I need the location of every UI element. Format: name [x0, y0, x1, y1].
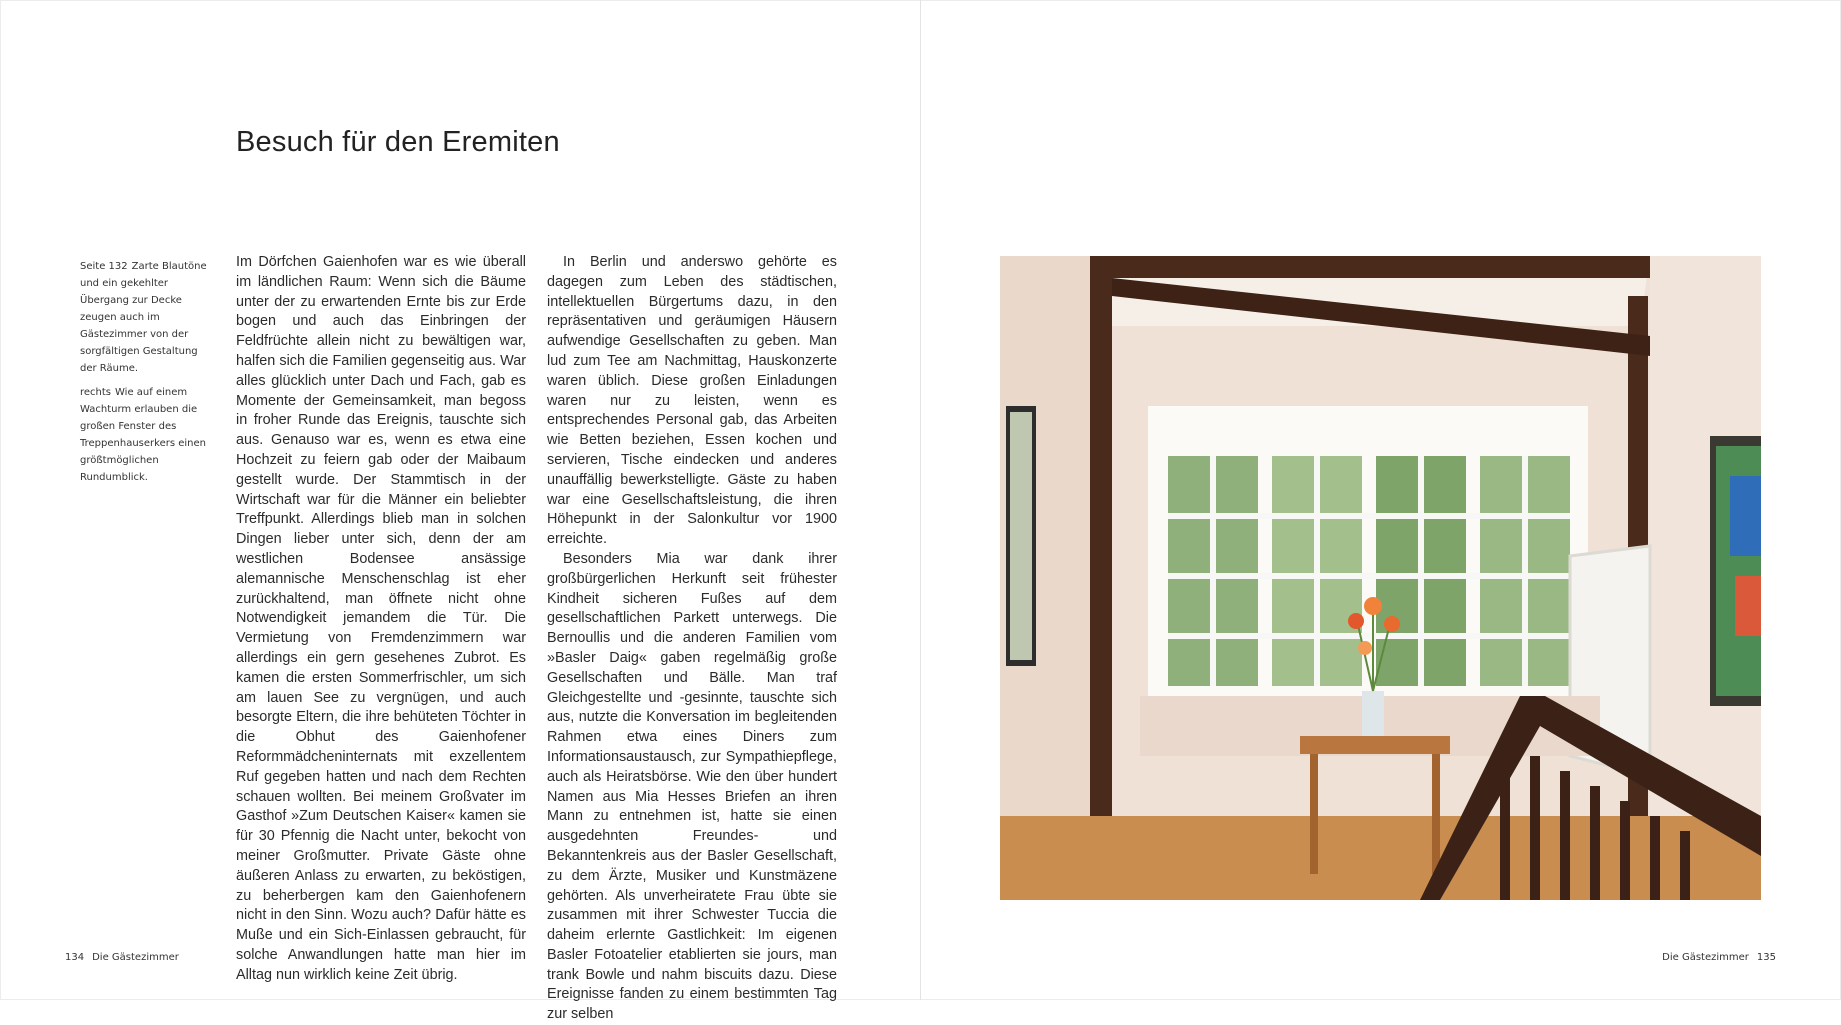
paragraph: In Berlin und anderswo gehörte es dagegen zum Leben des städtischen, intellektuellen Bürgertums dazu, in den repräsentativen und geräumigen Häusern aufwendige Gesellschaften zu geben. Man lud zum Tee am Nachmittag, Hauskonzerte waren üblich. Diese großen Einladungen waren nur zu leisten, wenn es entsprechendes Personal gab, das Arbeiten wie Betten beziehen, Essen kochen und servieren, Tische eindecken und anderes unauffällig bewerkstelligte. Gäste zu haben war eine Gesellschaftsleistung, die ihren Höhepunkt in der Salonkultur vor 1900 erreichte.: [547, 254, 837, 548]
chapter-title: Besuch für den Eremiten: [236, 126, 560, 158]
caption-ref: Seite 132: [80, 261, 128, 272]
gutter-fold: [920, 0, 921, 1000]
caption-rechts: [80, 384, 210, 486]
paragraph: Besonders Mia war dank ihrer großbürgerlichen Herkunft seit frühester Kindheit sicheren Fußes auf dem gesellschaftlichen Parkett unterwegs. Die Bernoullis und die anderen Familien vom »Basler Daig« gaben regelmäßig große Gesellschaften und Bälle. Man traf Gleichgestellte und -gesinnte, tauschte sich aus, nutzte die Konversation im begleitenden Rahmen etwa eines Diners zum Informationsaustausch, zur Sympathiepflege, auch als Heiratsbörse. Wie den über hundert Namen aus Mia Hesses Briefen an ihren Mann zu entnehmen ist, hatte sie einen ausgedehnten Freundes- und Bekanntenkreis aus der Basler Gesellschaft, zu dem Ärzte, Musiker und Kunstmäzene gehörten. Als unverheiratete Frau übte sie zusammen mit ihrer Schwester Tuccia die daheim erlernte Gastlichkeit: Im eigenen Basler Fotoatelier etablierten sie jours, man trank Bowle und nahm biscuits dazu. Diese Ereignisse fanden zu einem bestimmten Tag zur selben: [547, 550, 837, 1023]
caption-seite-132: [80, 258, 210, 377]
caption-text: Wie auf einem Wachturm erlauben die großen Fenster des Treppenhauserkers einen größtmöglichen Rundumblick.: [80, 387, 206, 483]
photo-illustration: [1000, 256, 1761, 900]
body-column-2: [547, 253, 837, 1025]
body-column-1: [236, 253, 526, 985]
paragraph: Im Dörfchen Gaienhofen war es wie überall im ländlichen Raum: Wenn sich die Bäume unter der zu erwartenden Ernte bis zur Erde bogen und auch das Einbringen der Feldfrüchte allein nicht zu bewältigen war, halfen sich die Familien gegenseitig aus. War alles glücklich unter Dach und Fach, gab es Momente der Gemeinsamkeit, man begoss in froher Runde das Ereignis, tauschte sich aus. Genauso war es, wenn es etwa eine Hochzeit zu feiern gab oder der Maibaum gestellt wurde. Der Stammtisch in der Wirtschaft war für die Männer ein beliebter Treffpunkt. Allerdings blieb man in solchen Dingen lieber unter sich, denn der am westlichen Bodensee ansässige alemannische Menschenschlag ist eher zurückhaltend, man öffnete nicht ohne Notwendigkeit jemandem die Tür. Die Vermietung von Fremdenzimmern war allerdings ein gern gesehenes Zubrot. Es kamen die ersten Sommerfrischler, um sich am lauen See zu vergnügen, und auch besorgte Eltern, die ihre behüteten Töchter in die Obhut des Gaienhofener Reformmädcheninternats mit exzellentem Ruf gegeben hatten und nach dem Rechten schauen wollten. Bei meinem Großvater im Gasthof »Zum Deutschen Kaiser« kamen sie für 30 Pfennig die Nacht unter, bekocht von meiner Großmutter. Private Gäste ohne äußeren Anlass zu erwarten, zu beköstigen, zu beherbergen kam den Gaienhofenern nicht in den Sinn. Wozu auch? Dafür hätte es Muße und ein Sich-Einlassen gebraucht, für solche Anwandlungen hatte man hier im Alltag nun wirklich keine Zeit übrig.: [236, 254, 526, 983]
running-footer: Die Gästezimmer: [92, 952, 179, 963]
caption-text: Zarte Blautöne und ein gekehlter Übergang zur Decke zeugen auch im Gästezimmer von der sorgfältigen Gestaltung der Räume.: [80, 261, 207, 374]
page-number: 135: [1756, 952, 1776, 963]
margin-captions: [80, 258, 210, 493]
footer-left: [57, 952, 179, 963]
page-number: 134: [65, 952, 85, 963]
stairwell-bay-window-photo: [1000, 256, 1761, 900]
footer-right: [1662, 952, 1784, 963]
running-footer: Die Gästezimmer: [1662, 952, 1749, 963]
caption-ref: rechts: [80, 387, 112, 398]
